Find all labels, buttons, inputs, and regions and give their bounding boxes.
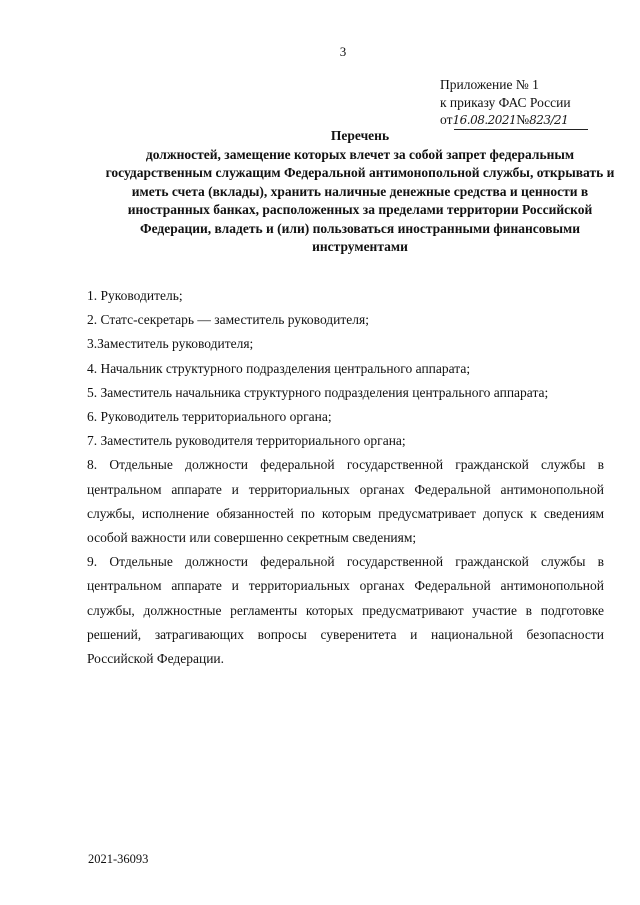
order-number: 823/21	[529, 113, 569, 127]
appendix-header	[440, 76, 571, 130]
page-number: 3	[339, 44, 347, 59]
order-number-label: №	[516, 112, 530, 127]
list-item: 2. Статс-секретарь — заместитель руководителя;	[87, 312, 369, 328]
title-heading: Перечень	[330, 128, 390, 143]
appendix-order-ref: к приказу ФАС России	[440, 94, 571, 110]
list-item: 6. Руководитель территориального органа;	[87, 409, 332, 425]
list-item: 5. Заместитель начальника структурного подразделения центрального аппарата;	[87, 384, 549, 400]
positions-list	[87, 284, 604, 671]
list-item: 4. Начальник структурного подразделения центрального аппарата;	[87, 360, 471, 376]
list-item: 7. Заместитель руководителя территориального органа;	[87, 433, 406, 449]
title-body: должностей, замещение которых влечет за собой запрет федеральным государственным служащим Федеральной антимонопольной службы, открывать и иметь счета (вклады), хранить наличные денежные средства и ценности в иностранных банках, расположенных за пределами территории Российской Федерации, владеть и (или) пользоваться иностранными финансовыми инструментами	[105, 146, 615, 254]
document-registration-code: 2021-36093	[88, 852, 149, 866]
order-date: 16.08.2021	[452, 113, 517, 127]
order-prefix: от	[440, 112, 453, 127]
list-item: 8. Отдельные должности федеральной государственной гражданской службы в центральном аппарате и территориальных органах Федеральной антимонопольной службы, исполнение обязанностей по которым предусматривает допуск к сведениям особой важности или совершенно секретным сведениям;	[87, 457, 604, 546]
document-title	[100, 127, 620, 257]
list-item: 3.Заместитель руководителя;	[87, 336, 254, 352]
list-item: 1. Руководитель;	[87, 288, 183, 303]
list-item: 9. Отдельные должности федеральной государственной гражданской службы в центральном аппарате и территориальных органах Федеральной антимонопольной службы, должностные регламенты которых предусматривают участие в подготовке решений, затрагивающих вопросы суверенитета и национальной безопасности Российской Федерации.	[87, 554, 604, 667]
appendix-label: Приложение № 1	[440, 77, 539, 92]
